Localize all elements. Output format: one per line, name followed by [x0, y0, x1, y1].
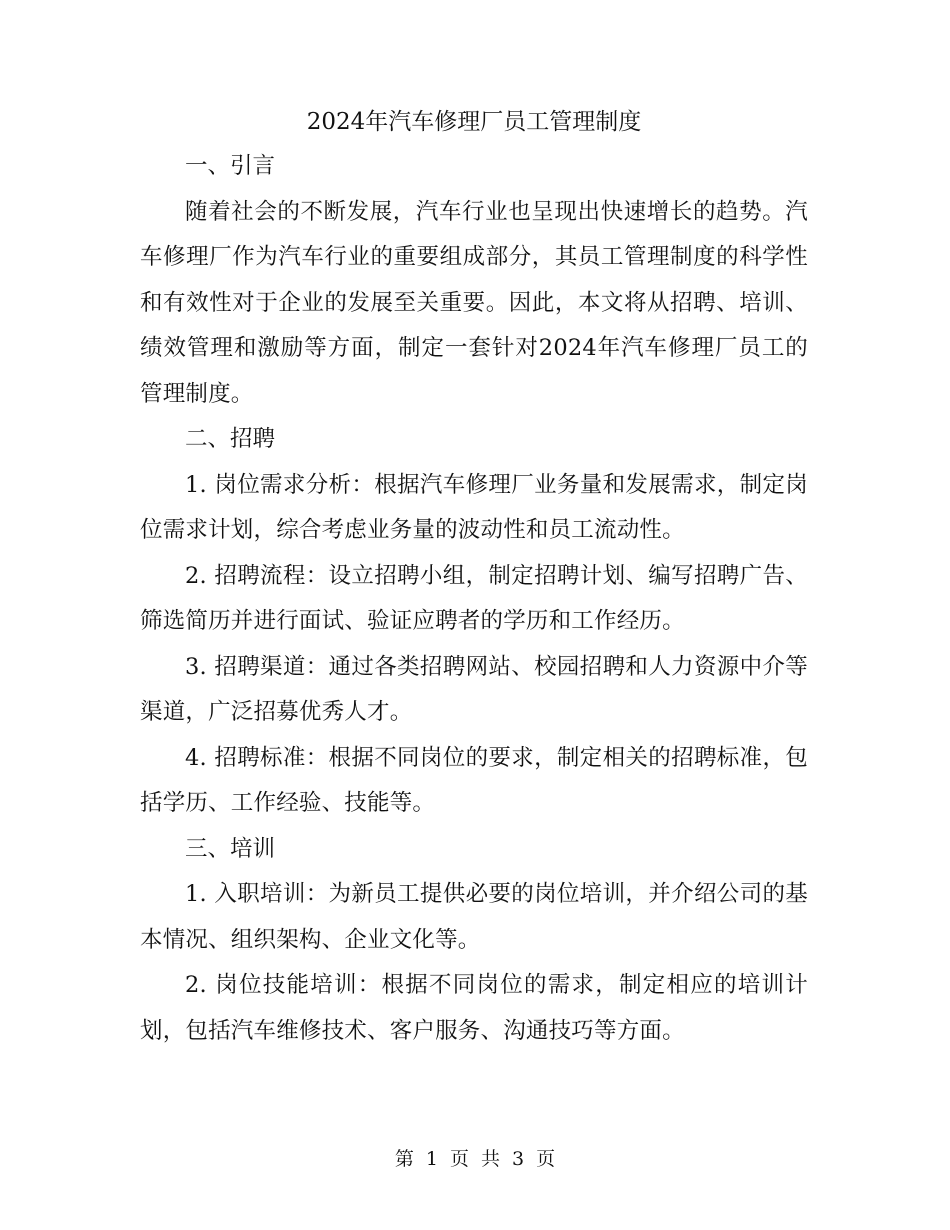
section-heading-intro: 一、引言 — [185, 153, 276, 179]
training-item-1: 1. 入职培训：为新员工提供必要的岗位培训，并介绍公司的基本情况、组织架构、企业文化等。 — [140, 881, 808, 953]
recruit-item-2: 2. 招聘流程：设立招聘小组，制定招聘计划、编写招聘广告、筛选简历并进行面试、验证应聘者的学历和工作经历。 — [140, 562, 808, 634]
recruit-item-4: 4. 招聘标准：根据不同岗位的要求，制定相关的招聘标准，包括学历、工作经验、技能等。 — [140, 744, 808, 816]
page-footer: 第 1 页 共 3 页 — [394, 1148, 556, 1170]
document-title: 2024年汽车修理厂员工管理制度 — [306, 109, 642, 135]
section-heading-training: 三、培训 — [185, 835, 276, 862]
training-item-2: 2. 岗位技能培训：根据不同岗位的需求，制定相应的培训计划，包括汽车维修技术、客户服务、沟通技巧等方面。 — [140, 972, 808, 1044]
recruit-item-3: 3. 招聘渠道：通过各类招聘网站、校园招聘和人力资源中介等渠道，广泛招募优秀人才。 — [140, 653, 808, 725]
section-heading-recruit: 二、招聘 — [185, 426, 276, 452]
intro-paragraph: 随着社会的不断发展，汽车行业也呈现出快速增长的趋势。汽车修理厂作为汽车行业的重要组成部分，其员工管理制度的科学性和有效性对于企业的发展至关重要。因此，本文将从招聘、培训、绩效管理和激励等方面，制定一套针对2024年汽车修理厂员工的管理制度。 — [140, 198, 808, 407]
document-body — [140, 100, 808, 1054]
recruit-item-1: 1. 岗位需求分析：根据汽车修理厂业务量和发展需求，制定岗位需求计划，综合考虑业务量的波动性和员工流动性。 — [140, 471, 808, 543]
